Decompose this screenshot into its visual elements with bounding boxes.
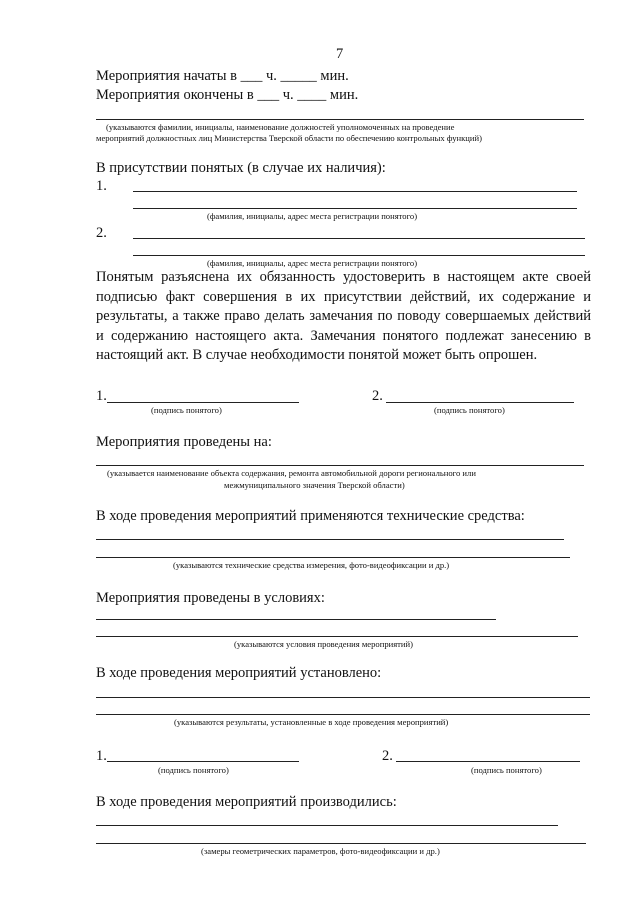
signature-1-line[interactable] <box>107 402 299 403</box>
conditions-fill-line-2[interactable] <box>96 636 578 637</box>
officials-fill-line[interactable] <box>96 119 584 120</box>
witness-2-caption: (фамилия, инициалы, адрес места регистрации понятого) <box>207 258 418 268</box>
established-fill-line-1[interactable] <box>96 697 590 698</box>
signature-2-number: 2. <box>372 388 383 404</box>
conditions-caption: (указываются условия проведения мероприятий) <box>234 639 413 649</box>
end-time-line: Мероприятия окончены в ___ ч. ____ мин. <box>96 87 359 103</box>
signature-2-caption: (подпись понятого) <box>434 405 505 415</box>
tech-heading: В ходе проведения мероприятий применяются технические средства: <box>96 508 525 524</box>
established-caption: (указываются результаты, установленные в ходе проведения мероприятий) <box>174 717 449 727</box>
signature-3-caption: (подпись понятого) <box>158 765 229 775</box>
witness-1-number: 1. <box>96 178 107 194</box>
signature-4-line[interactable] <box>396 761 580 762</box>
witness-rights-paragraph: Понятым разъяснена их обязанность удостоверить в настоящем акте своей подписью факт совершения в их присутствии действий, их содержание и результаты, а также право делать замечания по поводу совершаемых действий и содержанию настоящего акта. Замечания понятого подлежат занесению в настоящий акт. В случае необходимости понятой может быть опрошен. <box>96 269 591 364</box>
witness-2-number: 2. <box>96 225 107 241</box>
witnesses-heading: В присутствии понятых (в случае их наличия): <box>96 160 386 176</box>
object-heading: Мероприятия проведены на: <box>96 434 272 450</box>
witness-2-line-1[interactable] <box>133 238 585 239</box>
tech-caption: (указываются технические средства измерения, фото-видеофиксации и др.) <box>173 560 450 570</box>
established-fill-line-2[interactable] <box>96 714 590 715</box>
witness-1-caption: (фамилия, инициалы, адрес места регистрации понятого) <box>207 211 418 221</box>
officials-caption-2: мероприятий должностных лиц Министерства Тверской области по обеспечению контрольных функций) <box>96 133 482 143</box>
signature-2-line[interactable] <box>386 402 574 403</box>
witness-1-line-2[interactable] <box>133 208 577 209</box>
tech-fill-line-1[interactable] <box>96 539 564 540</box>
conditions-heading: Мероприятия проведены в условиях: <box>96 590 325 606</box>
object-caption-1: (указывается наименование объекта содержания, ремонта автомобильной дороги регионального или <box>107 468 476 478</box>
witness-1-line-1[interactable] <box>133 191 577 192</box>
signature-4-number: 2. <box>382 748 393 764</box>
witness-2-line-2[interactable] <box>133 255 585 256</box>
object-caption-2: межмуниципального значения Тверской области) <box>224 480 405 490</box>
performed-heading: В ходе проведения мероприятий производились: <box>96 794 397 810</box>
performed-fill-line-2[interactable] <box>96 843 586 844</box>
performed-fill-line-1[interactable] <box>96 825 558 826</box>
signature-3-line[interactable] <box>107 761 299 762</box>
page-number: 7 <box>336 46 344 62</box>
signature-1-number: 1. <box>96 388 107 404</box>
officials-caption-1: (указываются фамилии, инициалы, наименование должностей уполномоченных на проведение <box>106 122 455 132</box>
conditions-fill-line-1[interactable] <box>96 619 496 620</box>
signature-1-caption: (подпись понятого) <box>151 405 222 415</box>
established-heading: В ходе проведения мероприятий установлено: <box>96 665 382 681</box>
tech-fill-line-2[interactable] <box>96 557 570 558</box>
start-time-line: Мероприятия начаты в ___ ч. _____ мин. <box>96 68 349 84</box>
object-fill-line[interactable] <box>96 465 584 466</box>
signature-4-caption: (подпись понятого) <box>471 765 542 775</box>
performed-caption: (замеры геометрических параметров, фото-видеофиксации и др.) <box>201 846 440 856</box>
signature-3-number: 1. <box>96 748 107 764</box>
